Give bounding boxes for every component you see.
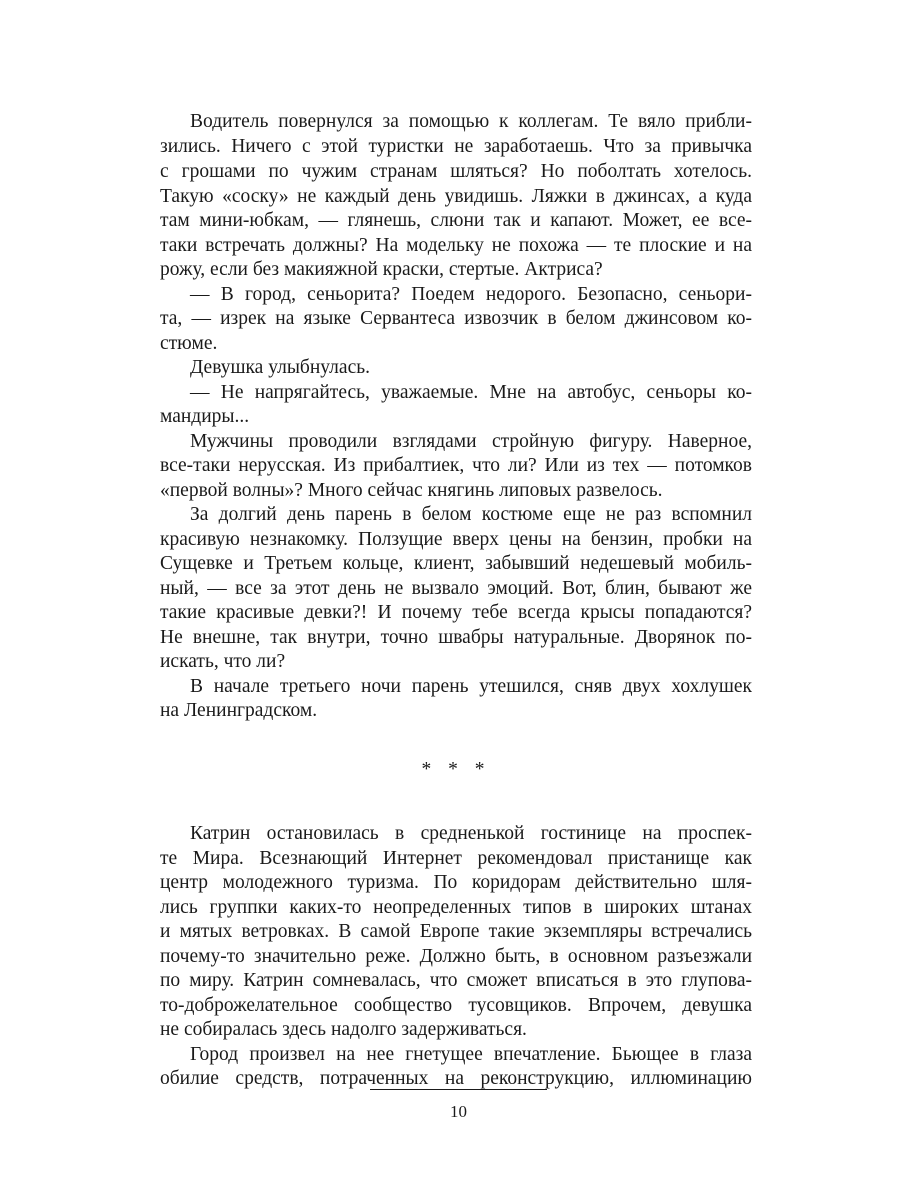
text-line: таки встречать должны? На модельку не похожа — те плоские и на (160, 235, 752, 256)
text-line: все-таки нерусская. Из прибалтиек, что ли? Или из тех — потомков (160, 455, 752, 476)
text-line: центр молодежного туризма. По коридорам действительно шля- (160, 872, 752, 893)
page-number: 10 (450, 1102, 467, 1121)
text-line: зились. Ничего с этой туристки не заработаешь. Что за привычка (160, 136, 752, 157)
text-line: В начале третьего ночи парень утешился, сняв двух хохлушек (190, 676, 752, 697)
text-line: обилие средств, потраченных на реконструкцию, иллюминацию (160, 1068, 752, 1089)
text-line: Водитель повернулся за помощью к коллегам. Те вяло прибли- (190, 111, 752, 132)
text-line: на Ленинградском. (160, 700, 318, 721)
text-line: — Не напрягайтесь, уважаемые. Мне на автобус, сеньоры ко- (190, 382, 752, 403)
text-line: рожу, если без макияжной краски, стертые. Актриса? (160, 259, 603, 280)
text-line: такие красивые девки?! И почему тебе всегда крысы попадаются? (160, 602, 752, 623)
text-line: лись группки каких-то неопределенных типов в широких штанах (160, 897, 752, 918)
text-line: Мужчины проводили взглядами стройную фигуру. Наверное, (190, 431, 752, 452)
text-line: и мятых ветровках. В самой Европе такие экземпляры встречались (160, 921, 752, 942)
text-line: та, — изрек на языке Сервантеса извозчик в белом джинсовом ко- (160, 308, 752, 329)
text-line: Такую «соску» не каждый день увидишь. Ляжки в джинсах, а куда (160, 186, 752, 207)
text-line: Девушка улыбнулась. (190, 357, 370, 378)
text-line: там мини-юбкам, — глянешь, слюни так и капают. Может, ее все- (160, 210, 752, 231)
text-line: почему-то значительно реже. Должно быть, в основном разъезжали (160, 946, 752, 967)
text-line: — В город, сеньорита? Поедем недорого. Безопасно, сеньори- (190, 284, 752, 305)
text-line: Катрин остановилась в средненькой гостинице на проспек- (190, 823, 752, 844)
text-line: искать, что ли? (160, 651, 286, 672)
text-line: то-доброжелательное сообщество тусовщиков. Впрочем, девушка (160, 995, 752, 1016)
section-separator: * * * (421, 759, 491, 780)
text-line: те Мира. Всезнающий Интернет рекомендовал пристанище как (160, 848, 752, 869)
text-line: по миру. Катрин сомневалась, что сможет вписаться в это глупова- (160, 970, 752, 991)
text-line: стюме. (160, 333, 218, 354)
text-line: Сущевке и Третьем кольце, клиент, забывший недешевый мобиль- (160, 553, 752, 574)
text-line: мандиры... (160, 406, 250, 427)
footer-rule (370, 1089, 547, 1090)
text-line: ный, — все за этот день не вызвало эмоций. Вот, блин, бывают же (160, 578, 752, 599)
text-line: не собиралась здесь надолго задерживаться. (160, 1019, 527, 1040)
text-line: За долгий день парень в белом костюме еще не раз вспомнил (190, 504, 752, 525)
text-line: красивую незнакомку. Ползущие вверх цены на бензин, пробки на (160, 529, 752, 550)
text-line: «первой волны»? Много сейчас княгинь липовых развелось. (160, 480, 663, 501)
text-line: Город произвел на нее гнетущее впечатление. Бьющее в глаза (190, 1044, 752, 1065)
text-line: с грошами по чужим странам шляться? Но поболтать хотелось. (160, 161, 752, 182)
text-line: Не внешне, так внутри, точно швабры натуральные. Дворянок по- (160, 627, 752, 648)
